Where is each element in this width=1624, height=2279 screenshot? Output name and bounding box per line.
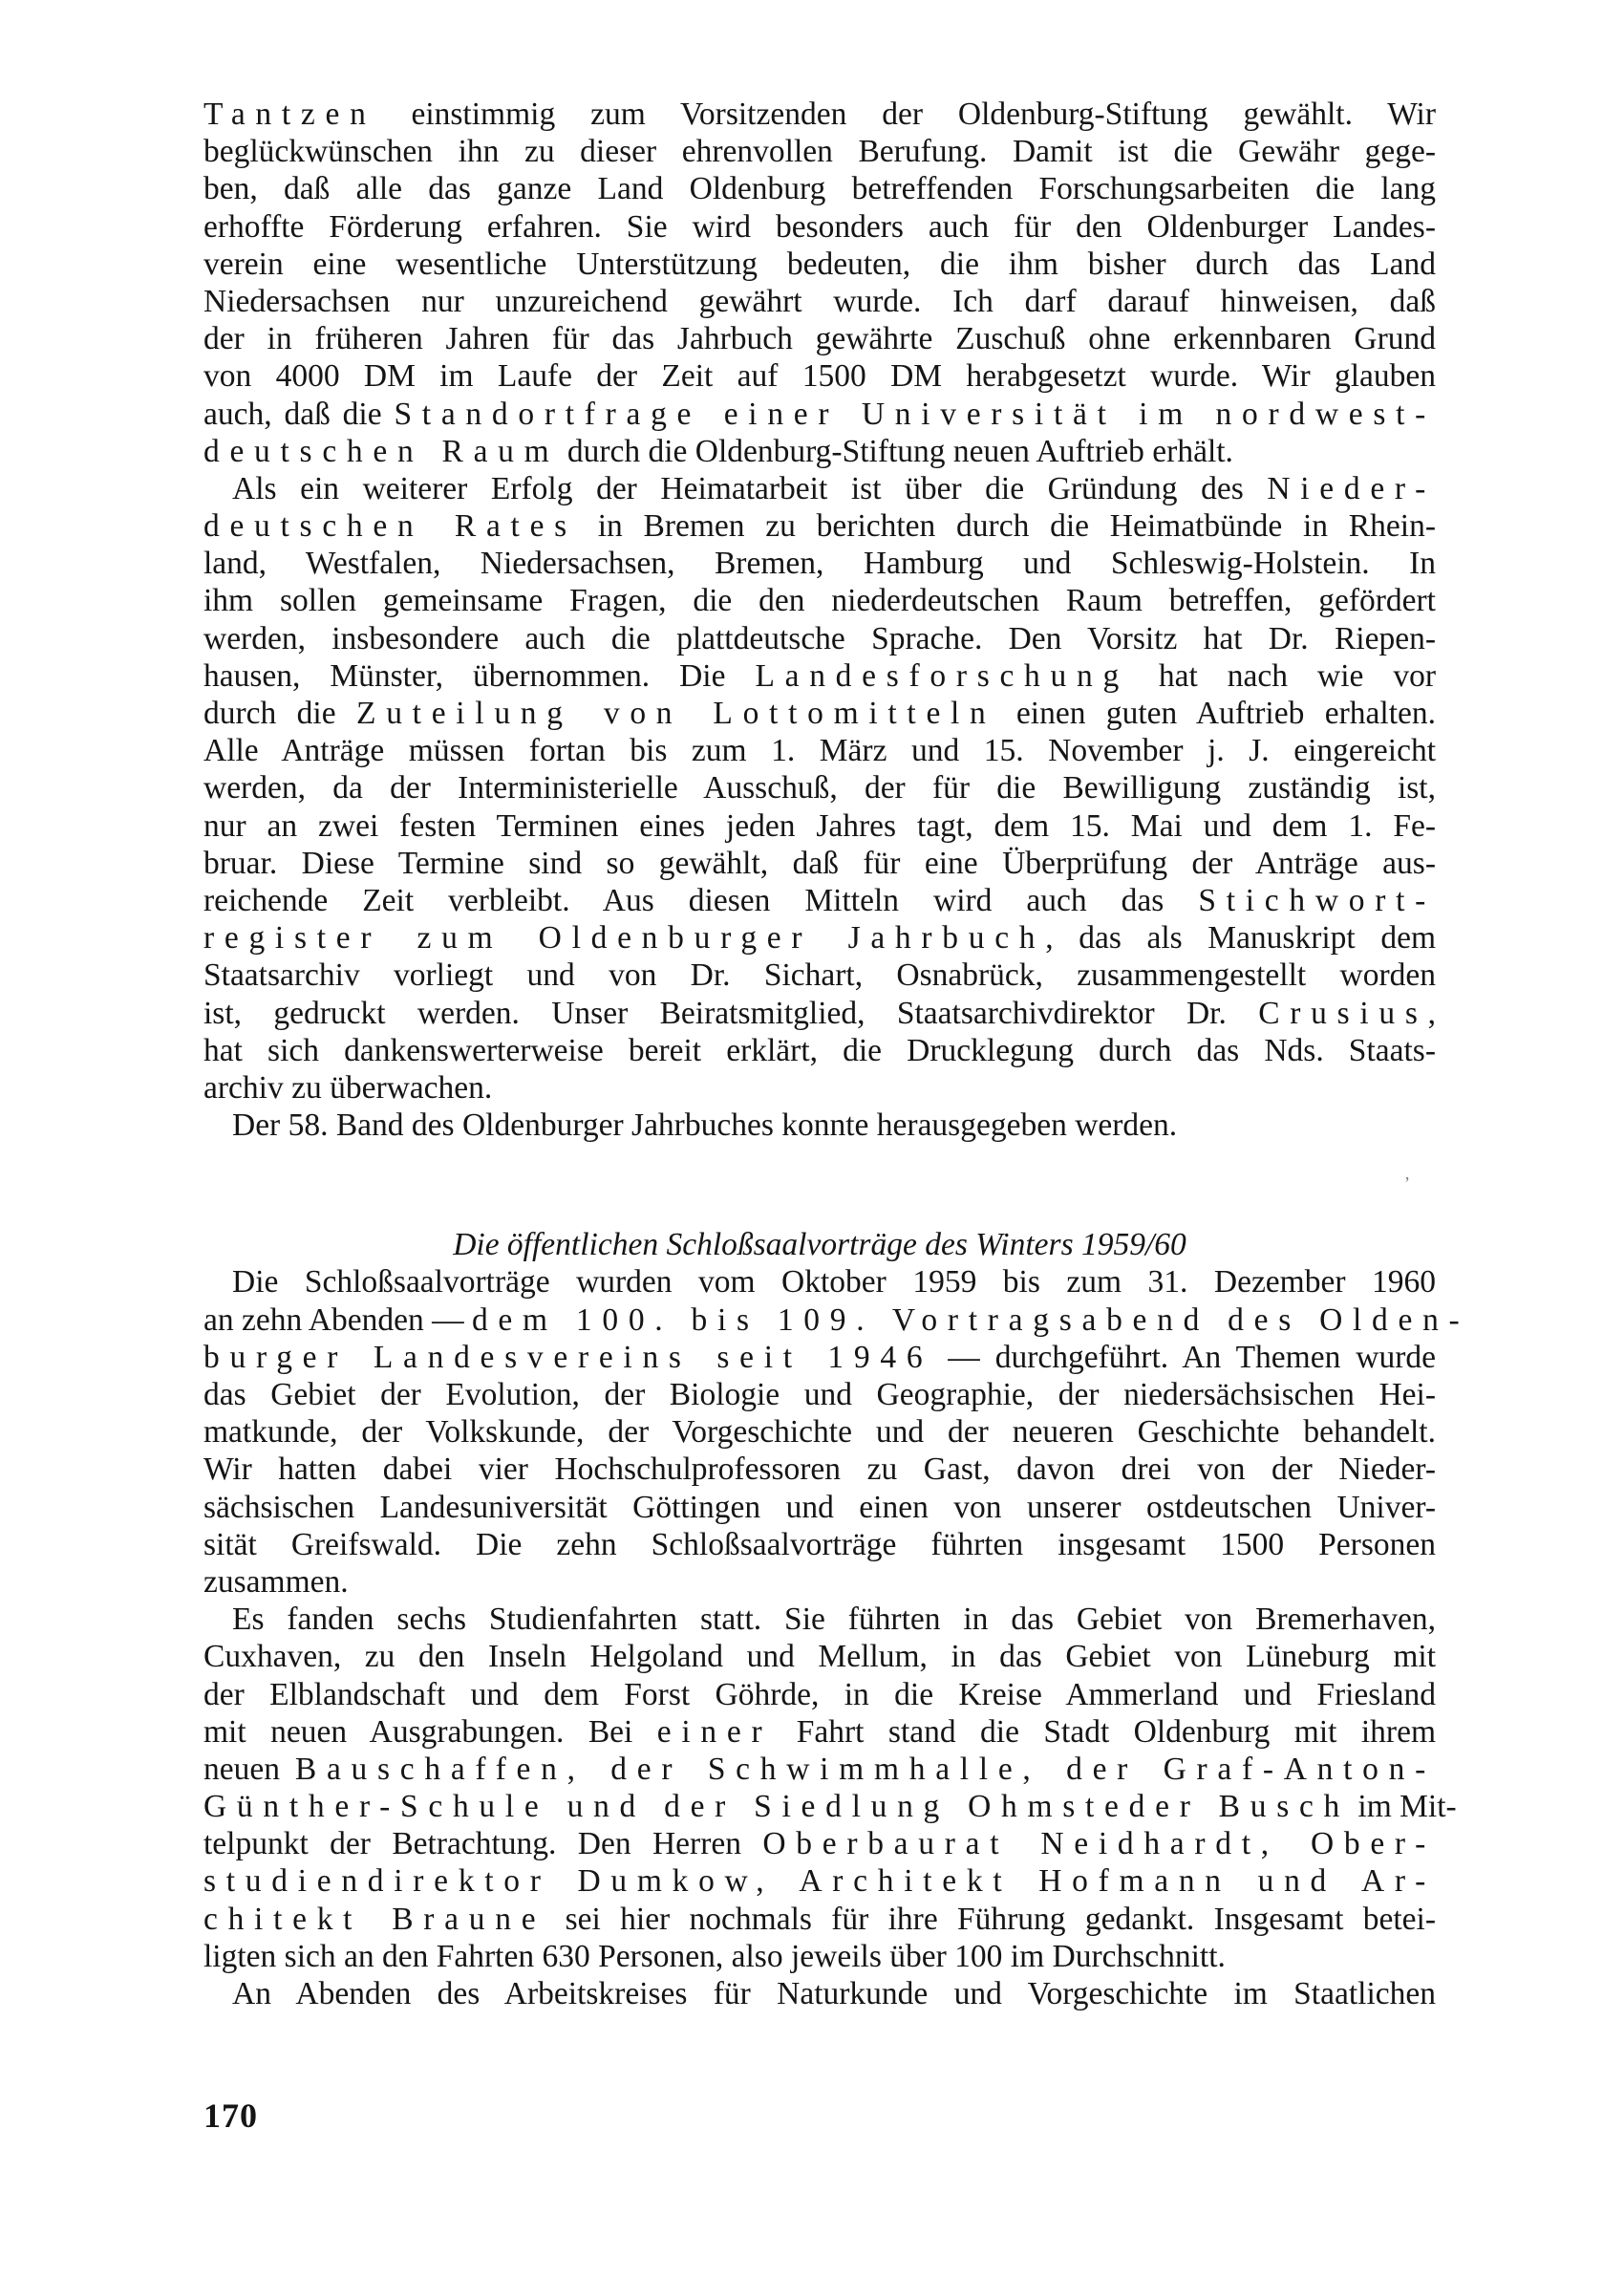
text-line <box>203 1526 1436 1563</box>
text-line <box>203 1107 1436 1144</box>
text-line <box>203 396 1436 433</box>
text-line <box>203 1339 1436 1376</box>
text-run: durch die Oldenburg-Stiftung neuen Auftrieb erhält. <box>559 433 1233 469</box>
text-line <box>203 769 1436 806</box>
text-run: im Mit- <box>1350 1789 1457 1825</box>
text-line <box>203 133 1436 170</box>
spaced-emphasis: studiendirektor Dumkow, Architekt Hofmann und Ar- <box>203 1863 1436 1900</box>
text-line <box>203 357 1436 395</box>
text-run: hat sich dankenswerterweise bereit erklärt, die Drucklegung durch das Nds. Staats- <box>203 1032 1436 1068</box>
text-line <box>203 882 1436 919</box>
text-run: einen guten Auftrieb erhalten. <box>995 696 1436 731</box>
text-run: an zehn Abenden — <box>203 1301 472 1338</box>
spaced-emphasis: dem 100. bis 109. Vortragsabend des Olden- <box>471 1301 1470 1338</box>
spaced-emphasis: deutschen Rates <box>203 508 577 545</box>
text-run: ben, daß alle das ganze Land Oldenburg betreffenden Forschungsarbeiten die lang <box>203 171 1436 207</box>
text-line <box>203 246 1436 283</box>
text-run: Alle Anträge müssen fortan bis zum 1. März und 15. November j. J. eingereicht <box>203 733 1436 769</box>
text-line <box>203 433 1436 470</box>
text-run: ist, gedruckt werden. Unser Beiratsmitglied, Staatsarchivdirektor Dr. <box>203 995 1259 1031</box>
paragraph <box>203 96 1436 470</box>
text-run: Niedersachsen nur unzureichend gewährt wurde. Ich darf darauf hinweisen, daß <box>203 283 1436 319</box>
text-run: An Abenden des Arbeitskreises für Naturkunde und Vorgeschichte im Staatlichen <box>232 1976 1436 2011</box>
section-before-heading <box>203 96 1436 1144</box>
text-run: reichende Zeit verbleibt. Aus diesen Mitteln wird auch das <box>203 882 1199 918</box>
section-heading: Die öffentlichen Schloßsaalvorträge des Winters 1959/60 <box>453 1227 1186 1263</box>
spaced-emphasis: Stichwort- <box>1198 882 1436 918</box>
text-run: neuen <box>203 1751 295 1787</box>
text-run: in Bremen zu berichten durch die Heimatbünde in Rhein- <box>576 508 1436 545</box>
text-line <box>203 1901 1436 1938</box>
text-run: werden, insbesondere auch die plattdeutsche Sprache. Den Vorsitz hat Dr. Riepen- <box>203 620 1436 656</box>
text-line <box>203 582 1436 619</box>
text-line <box>203 919 1436 957</box>
page-body <box>203 96 1470 2012</box>
spaced-emphasis: Crusius <box>1258 995 1428 1031</box>
text-run: der Elblandschaft und dem Forst Göhrde, in die Kreise Ammerland und Friesland <box>203 1676 1436 1712</box>
text-line <box>203 96 1436 133</box>
text-run: archiv zu überwachen. <box>203 1069 493 1106</box>
text-line <box>203 1825 1436 1862</box>
text-run: erhoffte Förderung erfahren. Sie wird besonders auch für den Oldenburger Landes- <box>203 208 1436 245</box>
spaced-emphasis: Nieder- <box>1267 470 1436 506</box>
text-run: Cuxhaven, zu den Inseln Helgoland und Mellum, in das Gebiet von Lüneburg mit <box>203 1639 1436 1675</box>
text-line <box>203 320 1436 357</box>
paragraph <box>203 1601 1457 1975</box>
text-run: beglückwünschen ihn zu dieser ehrenvollen Berufung. Damit ist die Gewähr gege- <box>203 134 1436 170</box>
text-line <box>203 208 1436 246</box>
spaced-emphasis: einer <box>656 1713 773 1750</box>
paragraph <box>203 470 1436 1107</box>
text-run: telpunkt der Betrachtung. Den Herren <box>203 1826 763 1862</box>
text-run: Die Schloßsaalvorträge wurden vom Oktober 1959 bis zum 31. Dezember 1960 <box>232 1264 1436 1301</box>
spaced-emphasis: burger Landesvereins seit 1946 <box>203 1339 933 1375</box>
text-line <box>203 507 1436 545</box>
text-line <box>203 1676 1436 1713</box>
text-run: nur an zwei festen Terminen eines jeden Jahres tagt, dem 15. Mai und dem 1. Fe- <box>203 807 1436 844</box>
text-run: matkunde, der Volkskunde, der Vorgeschichte und der neueren Geschichte behandelt. <box>203 1414 1436 1451</box>
paragraph <box>203 1107 1436 1144</box>
spaced-emphasis: chitekt Braune <box>203 1901 546 1937</box>
text-run: sächsischen Landesuniversität Göttingen und einen von unserer ostdeutschen Univer- <box>203 1489 1436 1525</box>
text-line <box>203 470 1436 507</box>
text-line <box>203 283 1436 320</box>
text-line <box>203 1601 1436 1638</box>
text-line <box>203 1862 1436 1900</box>
text-line <box>203 1301 1470 1339</box>
text-line <box>203 1638 1436 1675</box>
text-line <box>203 1032 1436 1069</box>
text-line <box>203 545 1436 582</box>
spaced-emphasis: Standortfrage einer Universität im nordwest- <box>394 396 1436 432</box>
text-run: von 4000 DM im Laufe der Zeit auf 1500 DM herabgesetzt wurde. Wir glauben <box>203 358 1436 395</box>
spaced-emphasis: Tantzen <box>203 97 376 132</box>
text-run: Fahrt stand die Stadt Oldenburg mit ihrem <box>772 1713 1436 1750</box>
paragraph <box>203 1975 1436 2012</box>
text-run: zusammen. <box>203 1563 349 1600</box>
text-line <box>203 1413 1436 1451</box>
text-line <box>203 1563 1436 1601</box>
spaced-emphasis: Landesforschung <box>755 657 1129 694</box>
text-run: , <box>1427 995 1436 1031</box>
text-run: Staatsarchiv vorliegt und von Dr. Sichart, Osnabrück, zusammengestellt worden <box>203 957 1436 994</box>
text-run: — durchgeführt. An Themen wurde <box>932 1339 1437 1375</box>
text-run: sität Greifswald. Die zehn Schloßsaalvorträge führten insgesamt 1500 Personen <box>203 1526 1436 1562</box>
text-run: ligten sich an den Fahrten 630 Personen, also jeweils über 100 im Durchschnitt. <box>203 1938 1226 1974</box>
spaced-emphasis: Oberbaurat Neidhardt, Ober- <box>762 1826 1436 1862</box>
text-run: mit neuen Ausgrabungen. Bei <box>203 1713 657 1750</box>
text-run: Der 58. Band des Oldenburger Jahrbuches konnte herausgegeben werden. <box>232 1107 1178 1144</box>
text-run: das Gebiet der Evolution, der Biologie und Geographie, der niedersächsischen Hei- <box>203 1377 1436 1412</box>
spaced-emphasis: deutschen Raum <box>203 433 560 469</box>
text-line <box>203 1788 1457 1825</box>
text-line <box>203 957 1436 994</box>
page-number: 170 <box>203 2096 258 2135</box>
text-run: hausen, Münster, übernommen. Die <box>203 657 756 694</box>
text-line <box>203 1938 1436 1975</box>
spaced-emphasis: Bauschaffen, der Schwimmhalle, der Graf-Anton- <box>294 1751 1436 1787</box>
text-line <box>203 695 1436 732</box>
text-run: einstimmig zum Vorsitzenden der Oldenburg-Stiftung gewählt. Wir <box>375 97 1436 132</box>
text-run: ihm sollen gemeinsame Fragen, die den niederdeutschen Raum betreffen, gefördert <box>203 583 1436 619</box>
text-run: hat nach wie vor <box>1128 657 1436 694</box>
text-line <box>203 1376 1436 1413</box>
text-run: sei hier nochmals für ihre Führung gedankt. Insgesamt betei- <box>545 1901 1436 1937</box>
spaced-emphasis: Zuteilung von Lottomitteln <box>356 696 996 731</box>
text-run: Als ein weiterer Erfolg der Heimatarbeit ist über die Gründung des <box>232 470 1268 506</box>
text-run: der in früheren Jahren für das Jahrbuch gewährte Zuschuß ohne erkennbaren Grund <box>203 321 1436 357</box>
text-line <box>203 845 1436 882</box>
text-run: Wir hatten dabei vier Hochschulprofessoren zu Gast, davon drei von der Nieder- <box>203 1451 1436 1488</box>
text-run: bruar. Diese Termine sind so gewählt, daß für eine Überprüfung der Anträge aus- <box>203 845 1436 881</box>
text-run: auch, daß die <box>203 396 395 432</box>
text-run: verein eine wesentliche Unterstützung bedeuten, die ihm bisher durch das Land <box>203 246 1436 282</box>
text-line <box>203 995 1436 1032</box>
text-line <box>203 1975 1436 2012</box>
text-run: durch die <box>203 696 357 731</box>
text-line <box>203 1451 1436 1488</box>
stray-mark: ʼ <box>1404 1173 1410 1193</box>
text-line <box>203 620 1436 657</box>
text-line <box>203 1489 1436 1526</box>
text-run: land, Westfalen, Niedersachsen, Bremen, Hamburg und Schleswig-Holstein. In <box>203 546 1436 582</box>
text-line <box>203 807 1436 845</box>
text-run: werden, da der Interministerielle Ausschuß, der für die Bewilligung zuständig ist, <box>203 770 1436 806</box>
text-run: , das als Manuskript dem <box>1045 920 1437 957</box>
text-line <box>203 1713 1436 1751</box>
paragraph <box>203 1263 1470 1601</box>
spaced-emphasis: register zum Oldenburger Jahrbuch <box>203 920 1046 957</box>
text-line <box>203 657 1436 695</box>
section-after-heading <box>203 1263 1470 2012</box>
text-line <box>203 170 1436 207</box>
text-line <box>203 1751 1436 1788</box>
spaced-emphasis: Günther-Schule und der Siedlung Ohmsteder Busch <box>203 1789 1351 1825</box>
text-line <box>203 732 1436 769</box>
text-run: Es fanden sechs Studienfahrten statt. Sie führten in das Gebiet von Bremerhaven, <box>232 1602 1436 1638</box>
text-line <box>203 1069 1436 1107</box>
text-line <box>203 1263 1436 1301</box>
